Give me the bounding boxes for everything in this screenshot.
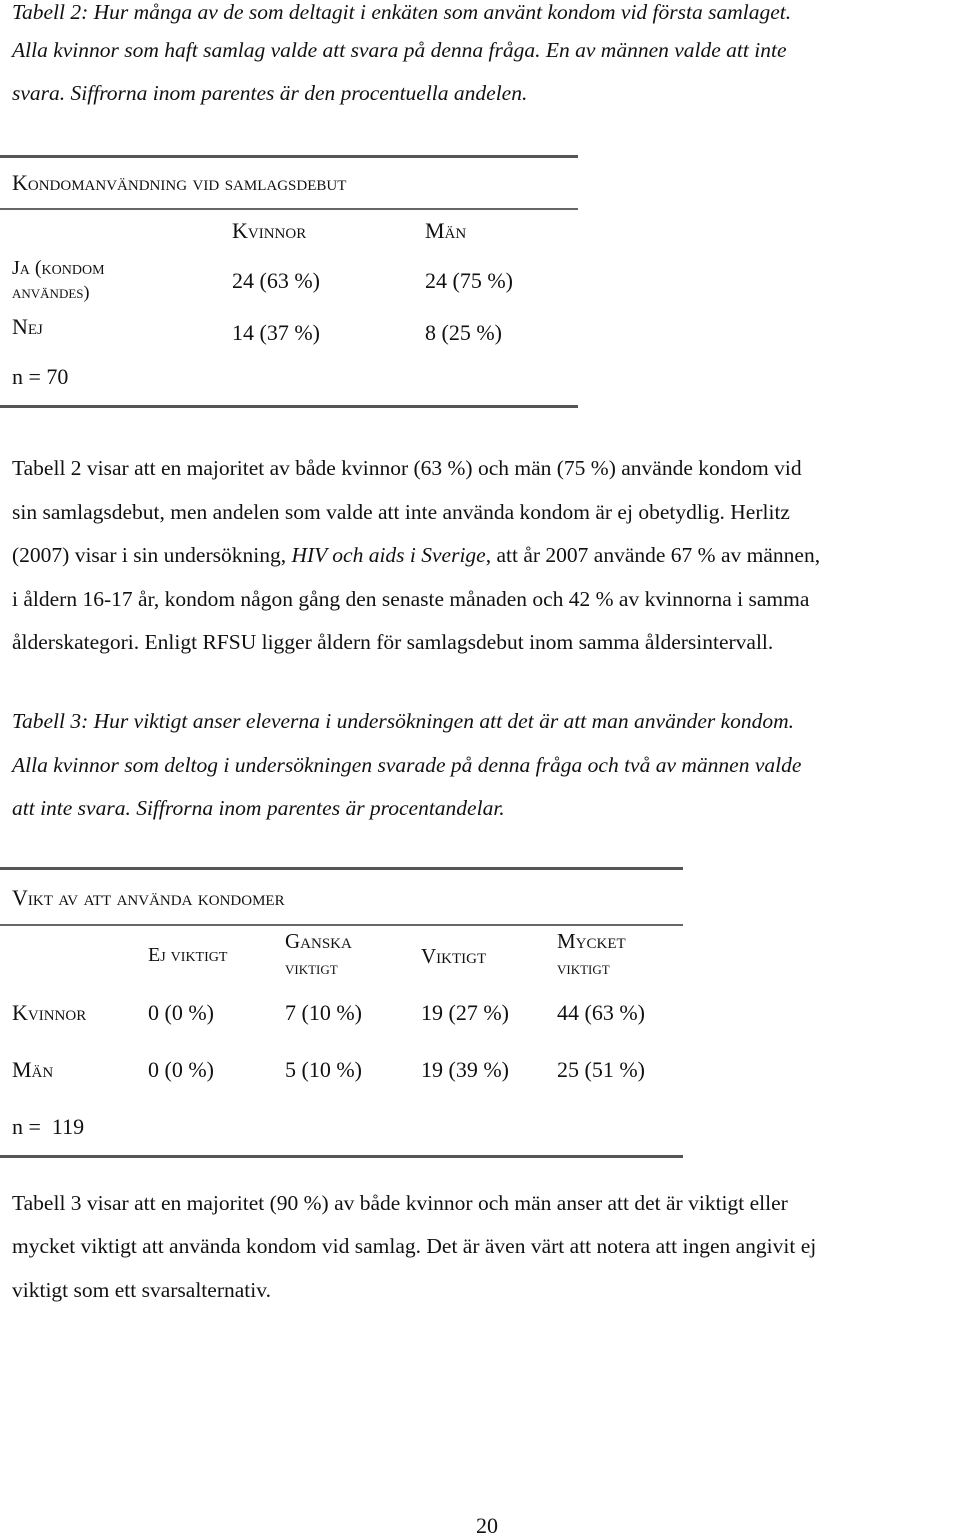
table-title: Vikt av att använda kondomer: [12, 885, 285, 910]
table-cell: 14 (37 %): [232, 320, 320, 345]
paragraph-line: Tabell 2 visar att en majoritet av både kvinnor (63 %) och män (75 %) använde kondom vid: [12, 456, 802, 480]
column-header: Mycket: [557, 929, 626, 953]
paragraph-line: sin samlagsdebut, men andelen som valde att inte använda kondom är ej obetydlig. Herlitz: [12, 500, 790, 524]
caption-line: Alla kvinnor som deltog i undersökningen svarade på denna fråga och två av männen valde: [12, 753, 802, 777]
table-top-rule: [0, 155, 578, 158]
paragraph-line: i åldern 16-17 år, kondom någon gång den senaste månaden och 42 % av kvinnorna i samma: [12, 587, 810, 611]
table-header-rule: [0, 924, 683, 926]
table-cell: 5 (10 %): [285, 1057, 362, 1082]
paragraph-line: [12, 543, 820, 568]
paragraph-text: (2007) visar i sin undersökning,: [12, 543, 292, 567]
caption-line: svara. Siffrorna inom parentes är den procentuella andelen.: [12, 81, 528, 105]
page-number: 20: [476, 1513, 498, 1538]
table-cell: 19 (27 %): [421, 1000, 509, 1025]
table-top-rule: [0, 867, 683, 870]
cited-title: HIV och aids i Sverige: [291, 543, 486, 567]
column-header: viktigt: [285, 958, 338, 979]
row-label: Ja (kondom: [12, 257, 105, 279]
table-cell: 44 (63 %): [557, 1000, 645, 1025]
column-header: Ej viktigt: [148, 944, 228, 966]
row-label: Män: [12, 1057, 54, 1082]
table-header-rule: [0, 208, 578, 210]
row-label: användes): [12, 282, 90, 302]
caption-line: Alla kvinnor som haft samlag valde att svara på denna fråga. En av männen valde att inte: [12, 38, 787, 62]
table-bottom-rule: [0, 405, 578, 408]
paragraph-line: mycket viktigt att använda kondom vid samlag. Det är även värt att notera att ingen angivit ej: [12, 1234, 817, 1258]
column-header: Ganska: [285, 929, 352, 953]
caption-line: Tabell 2: Hur många av de som deltagit i enkäten som använt kondom vid första samlaget.: [12, 0, 792, 24]
column-header: Viktigt: [421, 944, 487, 968]
table-cell: 24 (75 %): [425, 268, 513, 293]
table-cell: 24 (63 %): [232, 268, 320, 293]
table-cell: 0 (0 %): [148, 1057, 214, 1082]
table-title: Kondomanvändning vid samlagsdebut: [12, 170, 347, 195]
table-bottom-rule: [0, 1155, 683, 1158]
column-header: viktigt: [557, 958, 610, 979]
column-header: Män: [425, 218, 467, 243]
paragraph-line: ålderskategori. Enligt RFSU ligger åldern för samlagsdebut inom samma åldersintervall.: [12, 630, 774, 654]
table-cell: 7 (10 %): [285, 1000, 362, 1025]
paragraph-line: viktigt som ett svarsalternativ.: [12, 1278, 271, 1302]
paragraph-text: , att år 2007 använde 67 % av männen,: [485, 543, 821, 567]
sample-size: n = 119: [12, 1114, 85, 1139]
caption-line: att inte svara. Siffrorna inom parentes är procentandelar.: [12, 796, 505, 820]
caption-line: Tabell 3: Hur viktigt anser eleverna i undersökningen att det är att man använder kondom.: [12, 709, 795, 733]
row-label: Nej: [12, 314, 43, 339]
sample-size: n = 70: [12, 364, 69, 389]
table-cell: 8 (25 %): [425, 320, 502, 345]
paragraph-line: Tabell 3 visar att en majoritet (90 %) av både kvinnor och män anser att det är viktigt eller: [12, 1191, 788, 1215]
table-cell: 25 (51 %): [557, 1057, 645, 1082]
column-header: Kvinnor: [232, 218, 307, 243]
row-label: Kvinnor: [12, 1000, 87, 1025]
table-cell: 19 (39 %): [421, 1057, 509, 1082]
table-cell: 0 (0 %): [148, 1000, 214, 1025]
